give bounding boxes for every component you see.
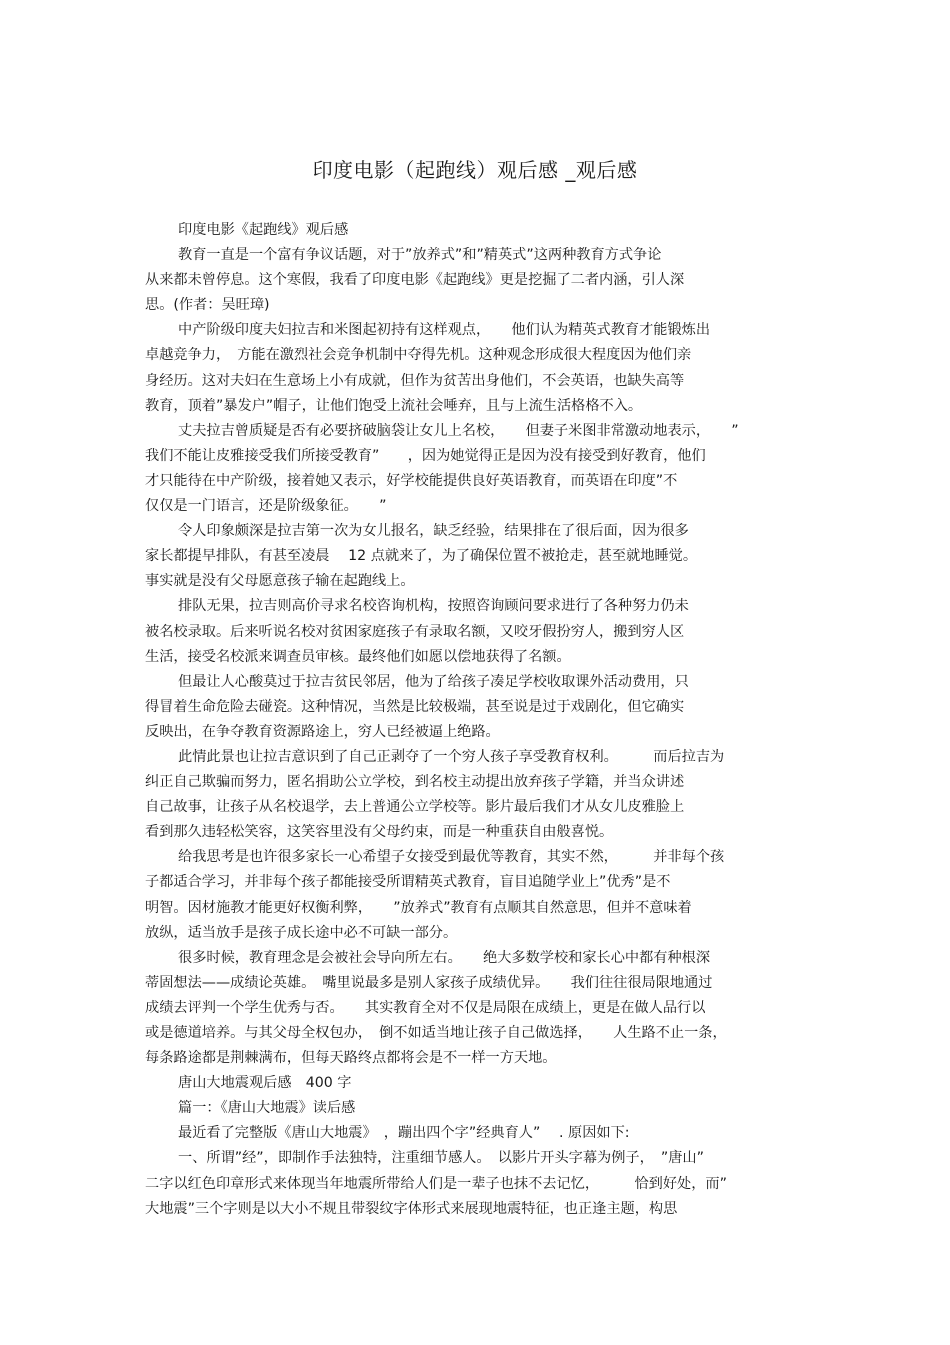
text-line: 反映出，在争夺教育资源路途上，穷人已经被逼上绝路。: [145, 723, 500, 740]
text-line: 最近看了完整版《唐山大地震》 ，蹦出四个字”经典育人” . 原因如下:: [178, 1125, 630, 1142]
text-line: 唐山大地震观后感 400 字: [178, 1075, 352, 1092]
text-line: 仅仅是一门语言，还是阶级象征。 ”: [145, 498, 387, 515]
text-line: 才只能待在中产阶级，接着她又表示，好学校能提供良好英语教育，而英语在印度”不: [145, 472, 678, 489]
text-line: 得冒着生命危险去碰瓷。这种情况，当然是比较极端，甚至说是过于戏剧化，但它确实: [145, 698, 685, 715]
text-line: 从来都未曾停息。这个寒假，我看了印度电影《起跑线》更是挖掘了二者内涵，引人深: [145, 272, 685, 289]
text-line: 明智。因材施教才能更好权衡利弊， ”放养式”教育有点顺其自然意思，但并不意味着: [145, 899, 692, 916]
text-line: 被名校录取。后来听说名校对贫困家庭孩子有录取名额，又咬牙假扮穷人，搬到穷人区: [145, 623, 685, 640]
text-line: 印度电影《起跑线》观后感: [178, 222, 349, 238]
text-line: 每条路途都是荆棘满布，但每天路终点都将会是不一样一方天地。: [145, 1050, 557, 1067]
text-line: 自己故事，让孩子从名校退学，去上普通公立学校等。影片最后我们才从女儿皮雅脸上: [145, 799, 685, 816]
text-line: 蒂固想法——成绩论英雄。 嘴里说最多是别人家孩子成绩优异。 我们往往很局限地通过: [145, 974, 713, 991]
text-line: 生活，接受名校派来调查员审核。最终他们如愿以偿地获得了名额。: [145, 648, 571, 665]
text-line: 教育一直是一个富有争议话题，对于”放养式”和”精英式”这两种教育方式争论: [178, 247, 662, 264]
text-line: 排队无果，拉吉则高价寻求名校咨询机构，按照咨询顾问要求进行了各种努力仍未: [178, 598, 689, 615]
text-line: 给我思考是也许很多家长一心希望子女接受到最优等教育，其实不然， 并非每个孩: [178, 849, 725, 866]
text-line: 子都适合学习，并非每个孩子都能接受所谓精英式教育，盲目追随学业上”优秀”是不: [145, 874, 671, 891]
text-line: 家长都提早排队，有甚至凌晨 12 点就来了，为了确保位置不被抢走，甚至就地睡觉。: [145, 548, 698, 565]
text-line: 很多时候，教育理念是会被社会导向所左右。 绝大多数学校和家长心中都有种根深: [178, 949, 711, 966]
text-line: 我们不能让皮雅接受我们所接受教育” ，因为她觉得正是因为没有接受到好教育，他们: [145, 447, 706, 464]
text-line: 篇一：《唐山大地震》读后感: [178, 1100, 356, 1117]
text-line: 思。(作者：吴旺璋): [145, 297, 270, 314]
text-line: 成绩去评判一个学生优秀与否。 其实教育全对不仅是局限在成绩上，更是在做人品行以: [145, 999, 706, 1016]
text-line: 丈夫拉吉曾质疑是否有必要挤破脑袋让女儿上名校， 但妻子米图非常激动地表示， ”: [178, 422, 739, 439]
text-line: 令人印象颇深是拉吉第一次为女儿报名，缺乏经验，结果排在了很后面，因为很多: [178, 523, 689, 540]
text-line: 身经历。这对夫妇在生意场上小有成就，但作为贫苦出身他们，不会英语，也缺失高等: [145, 372, 685, 389]
text-line: 一、所谓”经”，即制作手法独特，注重细节感人。 以影片开头字幕为例子， ”唐山”: [178, 1150, 704, 1167]
text-line: 教育，顶着”暴发户”帽子，让他们饱受上流社会唾弃，且与上流生活格格不入。: [145, 397, 643, 414]
text-line: 放纵，适当放手是孩子成长途中必不可缺一部分。: [145, 924, 458, 941]
text-line: 事实就是没有父母愿意孩子输在起跑线上。: [145, 573, 415, 590]
text-line: 二字以红色印章形式来体现当年地震所带给人们是一辈子也抹不去记忆， 恰到好处，而”: [145, 1175, 727, 1192]
text-line: 此情此景也让拉吉意识到了自己正剥夺了一个穷人孩子享受教育权利。 而后拉吉为: [178, 748, 725, 765]
text-line: 卓越竞争力， 方能在激烈社会竞争机制中夺得先机。这种观念形成很大程度因为他们亲: [145, 347, 692, 364]
text-line: 大地震”三个字则是以大小不规且带裂纹字体形式来展现地震特征，也正逢主题，构思: [145, 1200, 678, 1217]
text-line: 纠正自己欺骗而努力，匿名捐助公立学校，到名校主动提出放弃孩子学籍，并当众讲述: [145, 774, 685, 791]
text-line: 但最让人心酸莫过于拉吉贫民邻居，他为了给孩子凑足学校收取课外活动费用，只: [178, 673, 689, 690]
text-line: 中产阶级印度夫妇拉吉和米图起初持有这样观点， 他们认为精英式教育才能锻炼出: [178, 322, 711, 339]
document-title: 印度电影（起跑线）观后感 _观后感: [312, 158, 638, 182]
document-body: [145, 218, 805, 1222]
text-line: 看到那久违轻松笑容，这笑容里没有父母约束，而是一种重获自由般喜悦。: [145, 824, 614, 841]
text-line: 或是德道培养。与其父母全权包办， 倒不如适当地让孩子自己做选择， 人生路不止一条，: [145, 1025, 727, 1041]
